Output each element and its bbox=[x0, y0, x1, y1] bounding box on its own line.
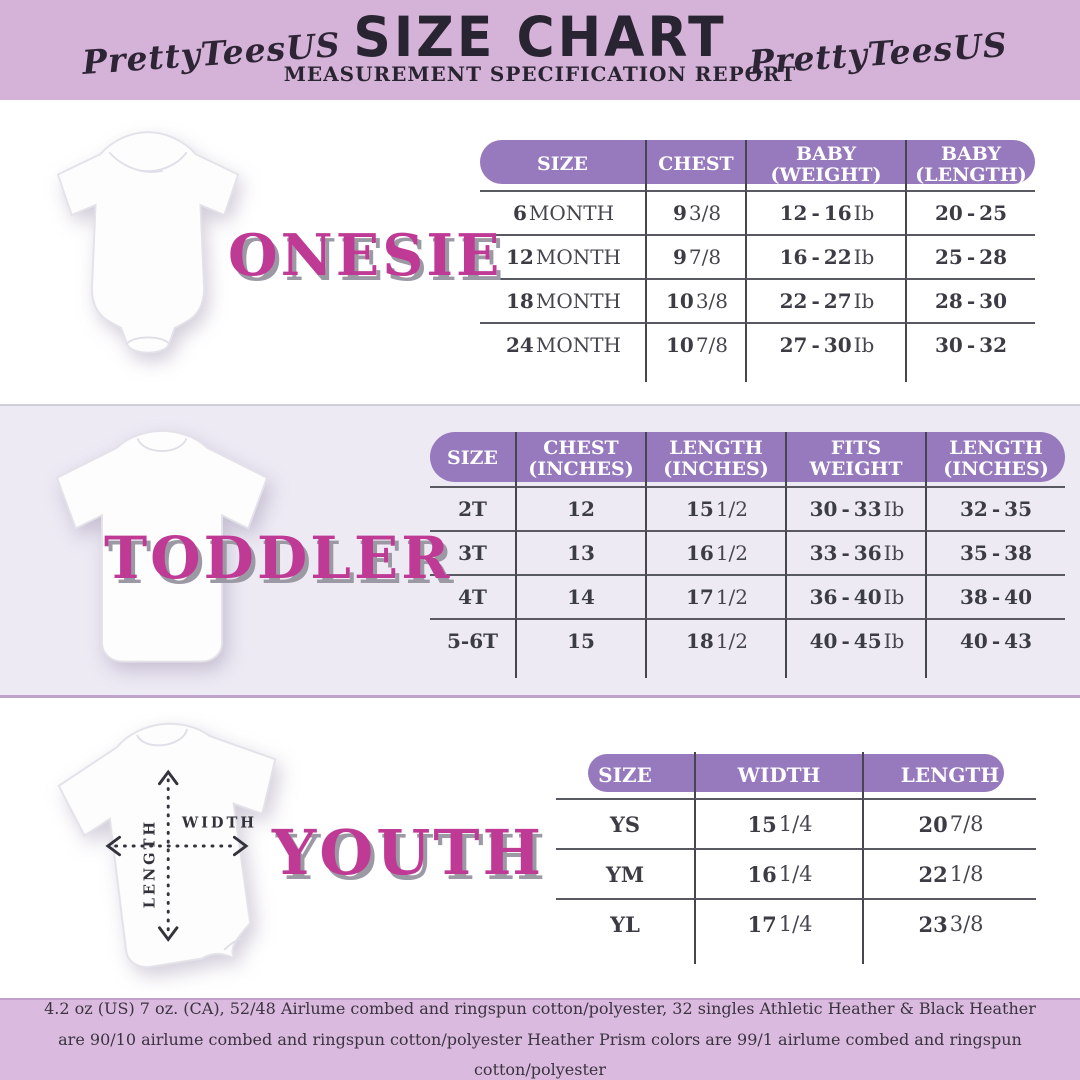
page-subtitle: MEASUREMENT SPECIFICATION REPORT bbox=[283, 62, 797, 86]
table-cell: 30 - 33 Ib bbox=[785, 486, 925, 530]
fabric-details-text: 4.2 oz (US) 7 oz. (CA), 52/48 Airlume combed and ringspun cotton/polyester, 32 singles Athletic Heather & Black Heather are 90/10 airlume combed and ringspun cotton/polyester Heather Prism colors are 99/1 airlume combed and ringspun cotton/polyester bbox=[44, 999, 1036, 1080]
page-title: SIZE CHART bbox=[353, 6, 727, 70]
table-cell: 40 - 43 bbox=[925, 618, 1065, 662]
table-cell: 16 - 22 Ib bbox=[745, 234, 905, 278]
table-cell: 2T bbox=[430, 486, 515, 530]
table-cell: 20 7/8 bbox=[862, 798, 1036, 848]
table-spacer bbox=[556, 948, 694, 964]
table-cell: YL bbox=[556, 898, 694, 948]
table-cell: 24 MONTH bbox=[480, 322, 645, 366]
column-header: CHEST bbox=[645, 140, 745, 190]
table-cell: 28 - 30 bbox=[905, 278, 1035, 322]
table-cell: 30 - 32 bbox=[905, 322, 1035, 366]
table-cell: 35 - 38 bbox=[925, 530, 1065, 574]
table-spacer bbox=[480, 366, 645, 382]
toddler-size-table bbox=[430, 432, 1065, 678]
table-cell: YM bbox=[556, 848, 694, 898]
table-cell: 15 1/2 bbox=[645, 486, 785, 530]
column-header: SIZE bbox=[598, 762, 652, 787]
table-cell: 15 bbox=[515, 618, 645, 662]
table-cell: 38 - 40 bbox=[925, 574, 1065, 618]
youth-title: YOUTH bbox=[272, 816, 545, 889]
table-cell: 13 bbox=[515, 530, 645, 574]
table-spacer bbox=[745, 366, 905, 382]
column-header: BABY (LENGTH) bbox=[905, 140, 1035, 190]
table-cell: 17 1/2 bbox=[645, 574, 785, 618]
table-cell: 18 1/2 bbox=[645, 618, 785, 662]
table-cell: 32 - 35 bbox=[925, 486, 1065, 530]
column-header: SIZE bbox=[447, 447, 498, 470]
table-cell: 22 - 27 Ib bbox=[745, 278, 905, 322]
table-cell: 20 - 25 bbox=[905, 190, 1035, 234]
table-cell: 10 7/8 bbox=[645, 322, 745, 366]
table-spacer bbox=[862, 948, 1036, 964]
brand-logo-right: PrettyTeesUS bbox=[748, 25, 1010, 82]
table-spacer bbox=[645, 366, 745, 382]
table-cell: 36 - 40 Ib bbox=[785, 574, 925, 618]
table-cell: 22 1/8 bbox=[862, 848, 1036, 898]
table-cell: YS bbox=[556, 798, 694, 848]
table-cell: 18 MONTH bbox=[480, 278, 645, 322]
table-cell: 16 1/4 bbox=[694, 848, 862, 898]
table-cell: 12 MONTH bbox=[480, 234, 645, 278]
table-spacer bbox=[515, 662, 645, 678]
column-header: SIZE bbox=[537, 153, 588, 176]
table-cell: 40 - 45 Ib bbox=[785, 618, 925, 662]
table-cell: 5-6T bbox=[430, 618, 515, 662]
table-spacer bbox=[905, 366, 1035, 382]
table-cell: 6 MONTH bbox=[480, 190, 645, 234]
table-cell: 23 3/8 bbox=[862, 898, 1036, 948]
length-arrow-label: LENGTH bbox=[141, 818, 159, 909]
table-cell: 27 - 30 Ib bbox=[745, 322, 905, 366]
table-cell: 17 1/4 bbox=[694, 898, 862, 948]
table-spacer bbox=[694, 948, 862, 964]
table-cell: 12 - 16 Ib bbox=[745, 190, 905, 234]
table-cell: 15 1/4 bbox=[694, 798, 862, 848]
table-cell: 4T bbox=[430, 574, 515, 618]
table-cell: 16 1/2 bbox=[645, 530, 785, 574]
table-cell: 25 - 28 bbox=[905, 234, 1035, 278]
column-header: WIDTH bbox=[694, 752, 862, 798]
footer-band bbox=[0, 998, 1080, 1080]
column-header: LENGTH (INCHES) bbox=[645, 432, 785, 486]
width-arrow-label: WIDTH bbox=[181, 814, 257, 832]
table-cell: 12 bbox=[515, 486, 645, 530]
column-header: FITS WEIGHT bbox=[785, 432, 925, 486]
header-band bbox=[0, 0, 1080, 100]
table-cell: 14 bbox=[515, 574, 645, 618]
column-header: LENGTH bbox=[862, 752, 1036, 798]
table-cell: 10 3/8 bbox=[645, 278, 745, 322]
column-header: CHEST (INCHES) bbox=[515, 432, 645, 486]
brand-logo-left: PrettyTeesUS bbox=[80, 25, 342, 82]
toddler-title: TODDLER bbox=[104, 524, 453, 592]
table-spacer bbox=[645, 662, 785, 678]
table-cell: 3T bbox=[430, 530, 515, 574]
table-spacer bbox=[430, 662, 515, 678]
onesie-size-table bbox=[480, 140, 1035, 382]
column-header: LENGTH (INCHES) bbox=[925, 432, 1065, 486]
table-cell: 9 3/8 bbox=[645, 190, 745, 234]
table-cell: 33 - 36 Ib bbox=[785, 530, 925, 574]
column-header: BABY (WEIGHT) bbox=[745, 140, 905, 190]
onesie-title: ONESIE bbox=[228, 222, 503, 289]
table-cell: 9 7/8 bbox=[645, 234, 745, 278]
table-spacer bbox=[925, 662, 1065, 678]
youth-size-table bbox=[556, 752, 1036, 964]
table-spacer bbox=[785, 662, 925, 678]
